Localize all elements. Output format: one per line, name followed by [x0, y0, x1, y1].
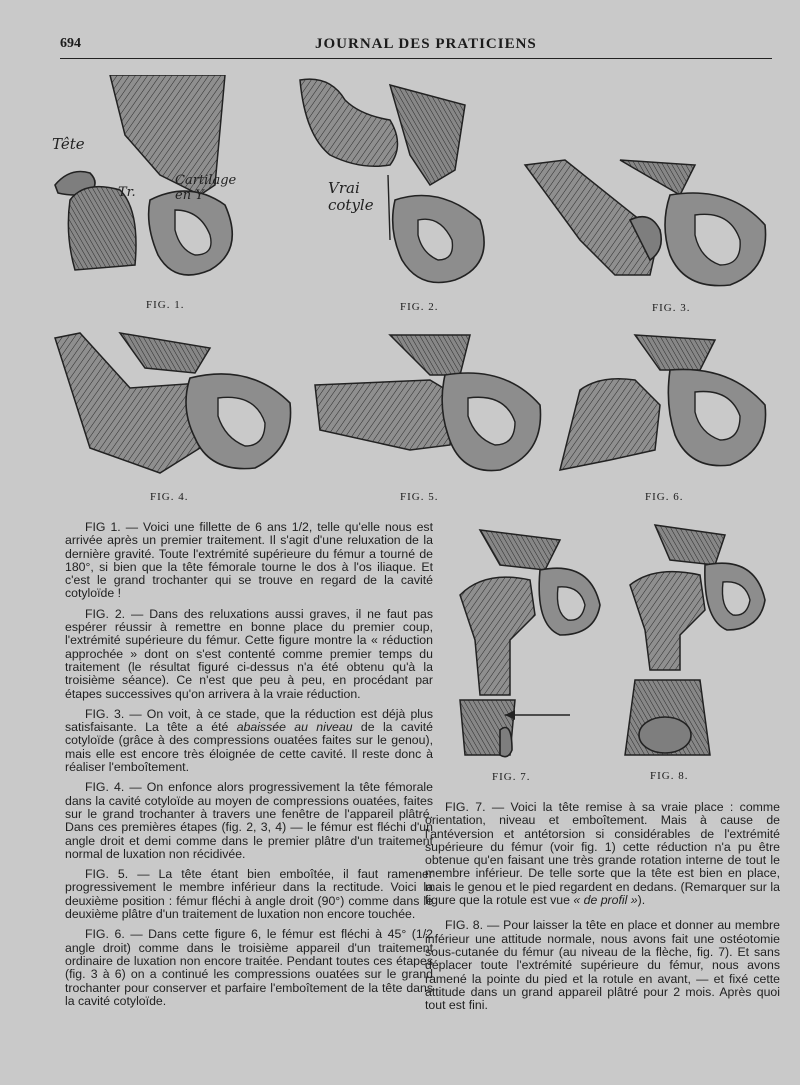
fig3-caption: FIG. 3.: [652, 302, 691, 314]
figure-8: [615, 520, 780, 760]
right-text-column: [425, 801, 780, 1019]
figure-3-drawing: [520, 150, 770, 300]
paragraph-fig8: FIG. 8. — Pour laisser la tête en place et donner au membre inférieur une attitude normale, nous avons fait une ostéotomie sous-cutanée du fémur (au niveau de la flèche, fig. 7). Et sans déplacer toute l'extrémité supérieure du fémur, nous avons ramené la pointe du pied et la rotule en avant, — et fixé cette attitude dans un grand appareil plâtré pour 2 mois. Après quoi tout est fini.: [425, 918, 780, 1013]
paragraph-fig3: FIG. 3. — On voit, à ce stade, que la réduction est déjà plus satisfaisante. La tête a été abaissée au niveau de la cavité cotyloïde (grâce à des compressions ouatées faites sur le genou), mais elle est encore très éloignée de cette cavité. Il reste donc à réaliser l'emboîtement.: [65, 706, 433, 775]
fig2-caption: FIG. 2.: [400, 301, 439, 313]
journal-title: JOURNAL DES PRATICIENS: [315, 36, 537, 52]
figure-1: [50, 75, 270, 290]
fig1-caption: FIG. 1.: [146, 299, 185, 311]
figure-6-drawing: [550, 330, 790, 480]
label-tete: Tête: [52, 135, 85, 153]
figure-7-drawing: [450, 525, 615, 765]
fig7-caption: FIG. 7.: [492, 771, 531, 783]
figure-2-drawing: [290, 75, 510, 290]
figure-7: [450, 525, 615, 765]
header-rule: [60, 58, 772, 59]
paragraph-fig6: FIG. 6. — Dans cette figure 6, le fémur est fléchi à 45° (1/2 angle droit) comme dans le troisième appareil d'un traitement ordinaire de luxation non encore traitée. Pendant toutes ces étapes (fig. 3 à 6) on a continué les compressions ouatées sur le grand trochanter pour conserver et parfaire l'emboîtement de la tête dans la cavité cotyloïde.: [65, 927, 433, 1008]
paragraph-fig5: FIG. 5. — La tête étant bien emboîtée, il faut ramener progressivement le membre inférieur dans la rectitude. Voici la deuxième position : fémur fléchi à angle droit (90°) comme dans le deuxième plâtre d'un traitement de luxation non encore touchée.: [65, 867, 433, 922]
fig5-caption: FIG. 5.: [400, 491, 439, 503]
figure-6: [550, 330, 790, 480]
label-cartilage: Cartilage en Y: [175, 173, 237, 203]
paragraph-fig7: FIG. 7. — Voici la tête remise à sa vraie place : comme orientation, niveau et emboîtement. Mais à cause de l'antéversion et antétorsion si considérables de l'extrémité supérieure du fémur (voir fig. 1) cette réduction n'a pu être obtenue qu'en faisant une très grande rotation interne de tout le membre inférieur. De telle sorte que la tête est bien en place, mais le genou et le pied regardent en dedans. (Remarquer sur la figure que la rotule est vue « de profil »).: [425, 800, 780, 908]
figure-8-drawing: [615, 520, 780, 760]
figure-5-drawing: [310, 330, 560, 480]
label-tr: Tr.: [118, 185, 136, 200]
paragraph-fig1: FIG 1. — Voici une fillette de 6 ans 1/2, telle qu'elle nous est arrivée après un premier traitement. Il s'agit d'une reluxation de la dernière gravité. Toute l'extrémité supérieure du fémur a tourné de 180°, si bien que la tête fémorale tourne le dos à l'os iliaque. Et c'est le grand trochanter qui se trouve en regard de la cavité cotyloïde !: [65, 520, 433, 601]
figure-2: [290, 75, 510, 290]
figure-4: [50, 328, 300, 478]
fig8-caption: FIG. 8.: [650, 770, 689, 782]
figure-4-drawing: [50, 328, 300, 478]
fig6-caption: FIG. 6.: [645, 491, 684, 503]
figure-3: [520, 150, 770, 300]
page-number: 694: [60, 36, 81, 51]
page-header: [60, 36, 770, 58]
paragraph-fig4: FIG. 4. — On enfonce alors progressivement la tête fémorale dans la cavité cotyloïde au moyen de compressions ouatées, faites sur le grand trochanter à travers une fenêtre de l'appareil plâtré. Dans ces premières étapes (fig. 2, 3, 4) — le fémur est fléchi d'un angle droit et demi comme dans le premier plâtre d'un traitement normal de luxation non récidivée.: [65, 780, 433, 861]
label-vrai-cotyle: Vrai cotyle: [328, 179, 374, 214]
left-text-column: [65, 521, 433, 1015]
fig4-caption: FIG. 4.: [150, 491, 189, 503]
figure-5: [310, 330, 560, 480]
paragraph-fig2: FIG. 2. — Dans des reluxations aussi graves, il ne faut pas espérer réussir à remettre en bonne place du premier coup, l'extrémité supérieure du fémur. Cette figure montre la « réduction approchée » dont on s'est contenté comme premier temps du traitement (le résultat figuré ci-dessus n'a été obtenu qu'à la troisième séance). Ce n'est que peu à peu, en procédant par étapes successives qu'on arrivera à la vraie réduction.: [65, 606, 433, 701]
